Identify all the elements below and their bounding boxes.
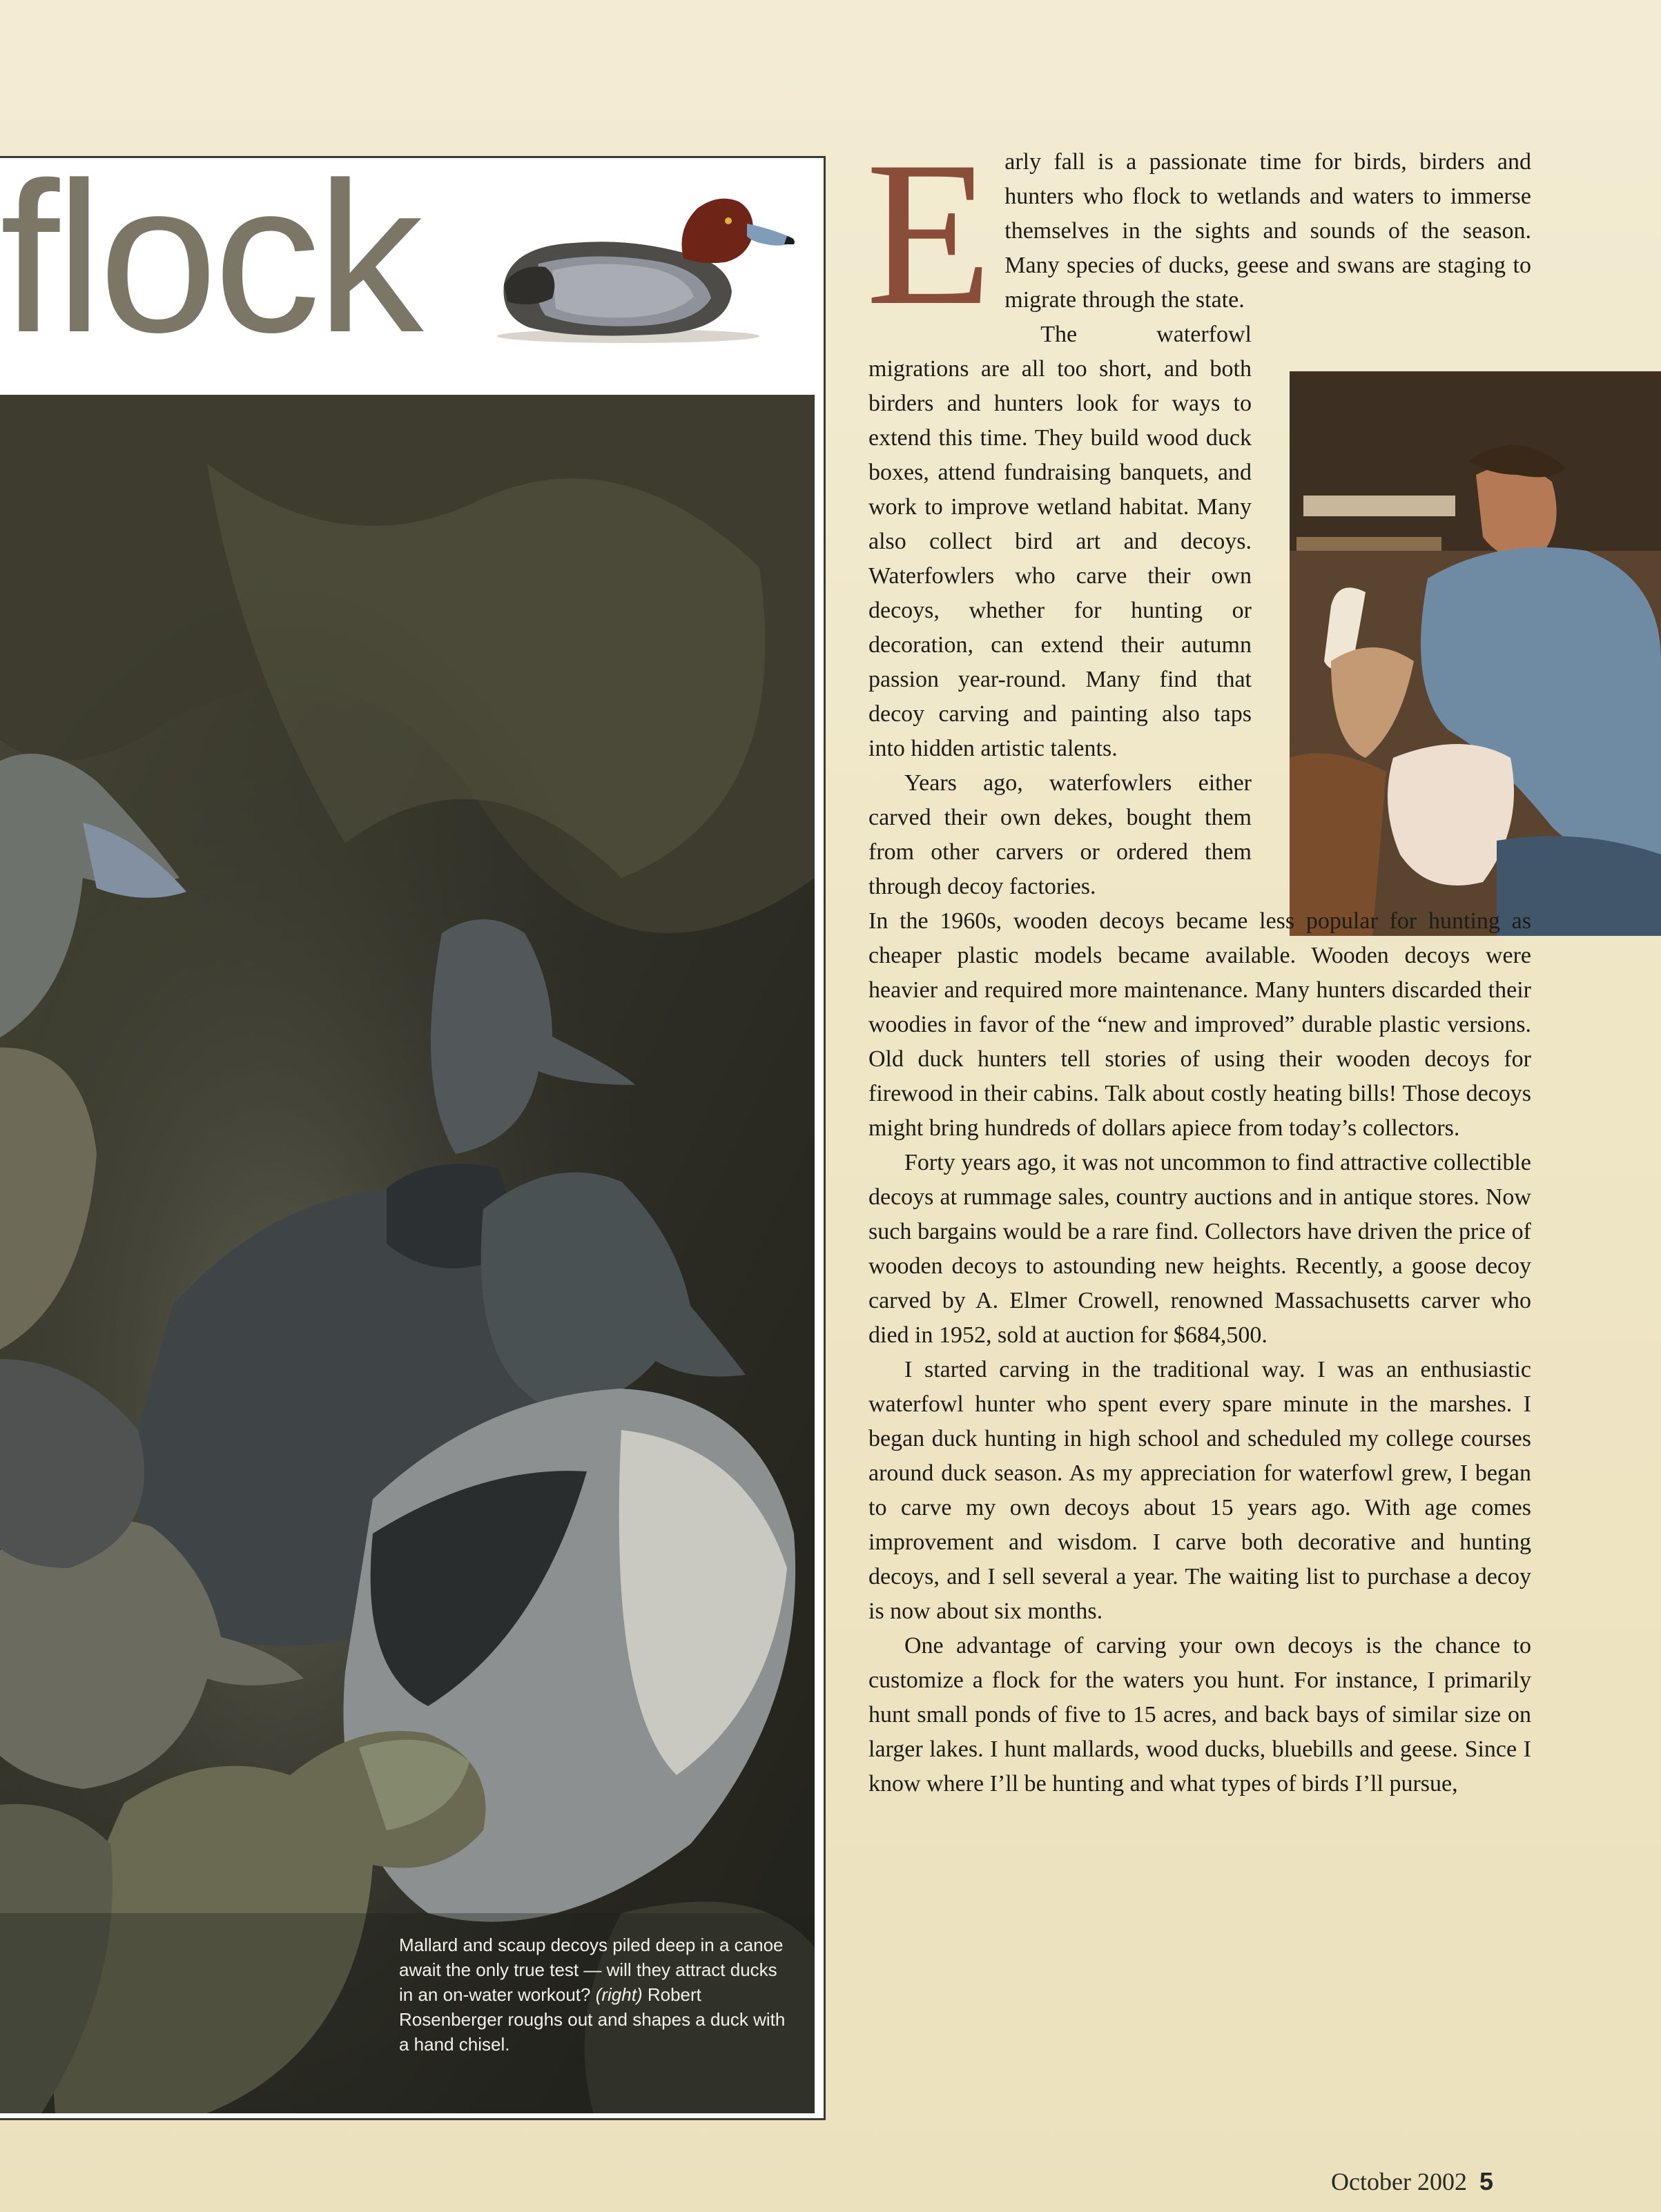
issue-date: October 2002 <box>1331 2168 1467 2195</box>
caption-right-label: (right) <box>595 1984 643 2005</box>
page-number: 5 <box>1479 2167 1493 2195</box>
decoys-in-canoe-photo <box>0 395 815 2113</box>
article-paragraph-3a: Years ago, waterfowlers either carved their own dekes, bought them from other carvers or ordered them through decoy factories. <box>868 770 1252 899</box>
page-folio <box>1331 2167 1493 2196</box>
redhead-decoy-illustration <box>490 181 801 346</box>
article-body <box>866 119 1531 1801</box>
article-paragraph-3b: In the 1960s, wooden decoys became less popular for hunting as cheaper plastic models became available. Wooden decoys were heavier and required more maintenance. Many hunters discarded their woodies in favor of the “new and improved” durable plastic versions. Old duck hunters tell stories of using their wooden decoys for firewood in their cabins. Talk about costly heating bills! Those decoys might bring hundreds of dollars apiece from today’s collectors. <box>868 908 1531 1141</box>
photo-caption <box>399 1932 786 2057</box>
article-paragraph-2: The waterfowl migrations are all too short, and both birders and hunters look for ways to extend this time. They build wood duck boxes, attend fundraising banquets, and work to improve wetland habitat. Many also collect bird art and decoys. Waterfowlers who carve their own decoys, whether for hunting or decoration, can extend their autumn passion year-round. Many find that decoy carving and painting also taps into hidden artistic talents. <box>868 322 1252 761</box>
caption-main: Mallard and scaup decoys piled deep in a canoe await the only true test — will they attract ducks in an on-water workout? <box>399 1935 784 2005</box>
article-paragraph-5: I started carving in the traditional way. I was an enthusiastic waterfowl hunter who spent every spare minute in the marshes. I began duck hunting in high school and scheduled my college courses around duck season. As my appreciation for waterfowl grew, I began to carve my own decoys about 15 years ago. With age comes improvement and wisdom. I carve both decorative and hunting decoys, and I sell several a year. The waiting list to purchase a decoy is now about six months. <box>868 1357 1531 1624</box>
drop-cap: E <box>866 119 993 348</box>
caption-right-text: Robert Rosenberger roughs out and shapes a duck with a hand chisel. <box>399 1984 786 2055</box>
article-paragraph-6: One advantage of carving your own decoys is the chance to customize a flock for the waters you hunt. For instance, I primarily hunt small ponds of five to 15 acres, and back bays of similar size on larger lakes. I hunt mallards, wood ducks, bluebills and geese. Since I know where I’ll be hunting and what types of birds I’ll pursue, <box>868 1633 1531 1797</box>
paragraph-1-text: arly fall is a passionate time for birds, birders and hunters who flock to wetlands and waters to immerse themselves in the sights and sounds of the season. Many species of ducks, geese and swans are staging to migrate through the state. <box>1004 149 1531 313</box>
page-title: flock <box>0 137 420 377</box>
article-paragraph-4: Forty years ago, it was not uncommon to find attractive collectible decoys at rummage sales, country auctions and in antique stores. Now such bargains would be a rare find. Collectors have driven the price of wooden decoys to astounding new heights. Recently, a goose decoy carved by A. Elmer Crowell, renowned Massachusetts carver who died in 1952, sold at auction for $684,500. <box>868 1150 1531 1348</box>
article-paragraph-1 <box>866 119 1531 348</box>
